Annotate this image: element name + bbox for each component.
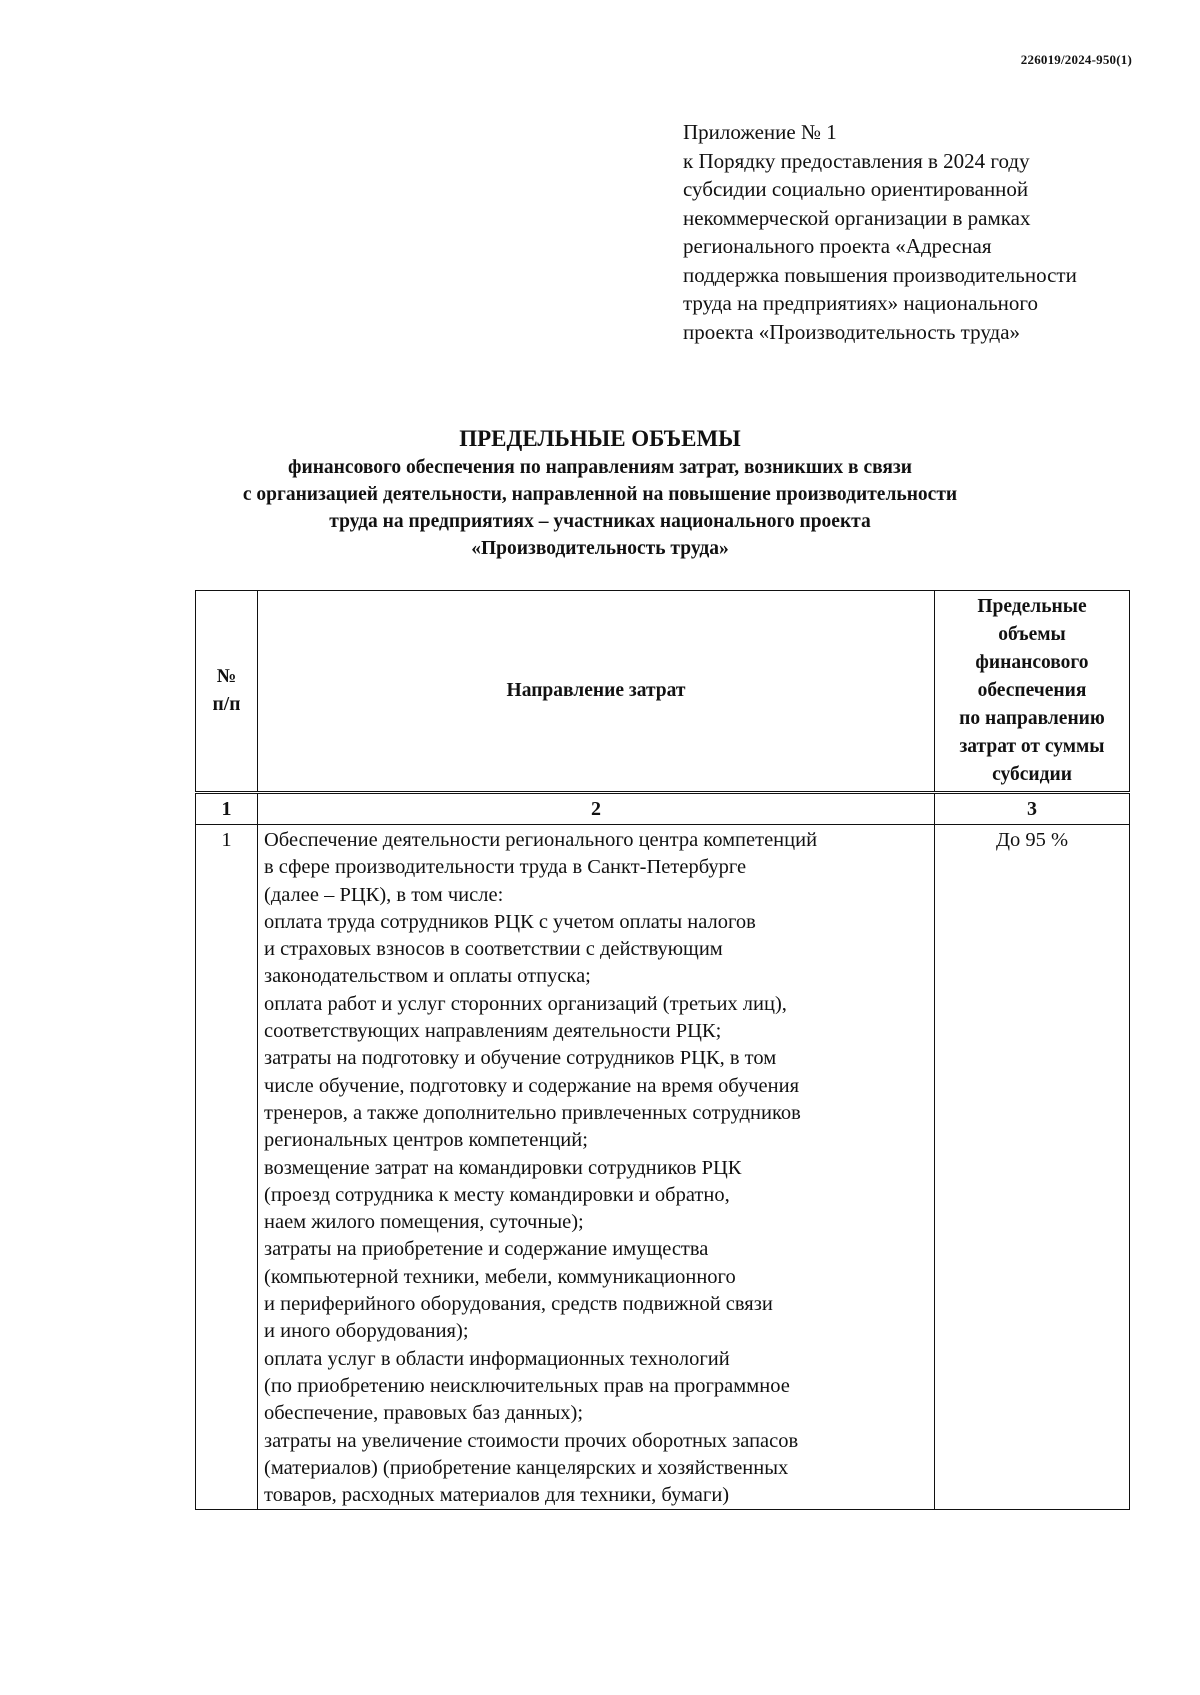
direction-line: затраты на приобретение и содержание имущества bbox=[264, 1238, 709, 1261]
direction-line: (по приобретению неисключительных прав на программное bbox=[264, 1374, 790, 1397]
cost-limits-table bbox=[195, 590, 1130, 1510]
direction-line: возмещение затрат на командировки сотрудников РЦК bbox=[264, 1156, 742, 1179]
direction-line: затраты на подготовку и обучение сотрудников РЦК, в том bbox=[264, 1047, 777, 1070]
header-number-line: п/п bbox=[212, 694, 241, 715]
direction-line: числе обучение, подготовку и содержание на время обучения bbox=[264, 1074, 800, 1097]
header-limit-line: финансового bbox=[975, 652, 1089, 673]
direction-line: и периферийного оборудования, средств подвижной связи bbox=[264, 1293, 773, 1316]
direction-line: в сфере производительности труда в Санкт-Петербурге bbox=[264, 856, 747, 879]
appendix-line: поддержка повышения производительности bbox=[683, 262, 1077, 287]
document-subtitle-line: с организацией деятельности, направленной на повышение производительности bbox=[242, 484, 958, 505]
direction-line: тренеров, а также дополнительно привлеченных сотрудников bbox=[264, 1101, 801, 1124]
appendix-block bbox=[683, 118, 1163, 346]
direction-line: товаров, расходных материалов для техники, бумаги) bbox=[264, 1484, 730, 1507]
direction-line: наем жилого помещения, суточные); bbox=[264, 1211, 584, 1234]
direction-line: (далее – РЦК), в том числе: bbox=[264, 883, 504, 906]
header-number bbox=[196, 591, 258, 793]
appendix-line: Приложение № 1 bbox=[683, 120, 837, 144]
appendix-line: проекта «Производительность труда» bbox=[683, 319, 1021, 344]
column-index: 3 bbox=[935, 793, 1130, 825]
direction-line: обеспечение, правовых баз данных); bbox=[264, 1402, 584, 1425]
direction-line: соответствующих направлениям деятельности РЦК; bbox=[264, 1020, 722, 1043]
direction-line: и иного оборудования); bbox=[264, 1320, 469, 1343]
header-direction: Направление затрат bbox=[258, 591, 935, 793]
header-number-line: № bbox=[216, 666, 237, 687]
table-header-row bbox=[196, 591, 1130, 793]
column-index: 2 bbox=[258, 793, 935, 825]
direction-line: Обеспечение деятельности регионального центра компетенций bbox=[264, 829, 818, 851]
appendix-line: к Порядку предоставления в 2024 году bbox=[683, 148, 1030, 173]
direction-line: (компьютерной техники, мебели, коммуникационного bbox=[264, 1265, 736, 1288]
direction-line: региональных центров компетенций; bbox=[264, 1129, 588, 1152]
direction-line: затраты на увеличение стоимости прочих оборотных запасов bbox=[264, 1429, 799, 1452]
header-limit-line: Предельные bbox=[977, 596, 1087, 617]
row-limit-value: До 95 % bbox=[935, 825, 1130, 1510]
header-limit bbox=[935, 591, 1130, 793]
appendix-line: некоммерческой организации в рамках bbox=[683, 205, 1031, 230]
header-limit-line: по направлению bbox=[959, 708, 1105, 729]
document-subtitle-line: «Производительность труда» bbox=[471, 538, 729, 559]
header-limit-line: объемы bbox=[998, 624, 1066, 645]
direction-line: оплата работ и услуг сторонних организаций (третьих лиц), bbox=[264, 992, 787, 1015]
document-subtitle-line: труда на предприятиях – участниках национального проекта bbox=[329, 511, 871, 532]
document-subtitle-line: финансового обеспечения по направлениям затрат, возникших в связи bbox=[287, 457, 913, 478]
document-title-block bbox=[0, 424, 1200, 562]
column-index-row bbox=[196, 793, 1130, 825]
direction-line: законодательством и оплаты отпуска; bbox=[264, 965, 591, 988]
appendix-line: регионального проекта «Адресная bbox=[683, 234, 992, 258]
appendix-line: труда на предприятиях» национального bbox=[683, 291, 1038, 315]
appendix-line: субсидии социально ориентированной bbox=[683, 177, 1029, 201]
direction-line: оплата услуг в области информационных технологий bbox=[264, 1347, 730, 1370]
column-index: 1 bbox=[196, 793, 258, 825]
header-limit-line: субсидии bbox=[992, 764, 1072, 785]
direction-line: и страховых взносов в соответствии с действующим bbox=[264, 938, 723, 961]
header-limit-line: обеспечения bbox=[977, 680, 1087, 701]
table-row bbox=[196, 825, 1130, 1510]
row-direction bbox=[258, 825, 935, 1510]
direction-line: (материалов) (приобретение канцелярских и хозяйственных bbox=[264, 1456, 789, 1479]
row-number: 1 bbox=[196, 825, 258, 1510]
direction-line: оплата труда сотрудников РЦК с учетом оплаты налогов bbox=[264, 910, 756, 933]
document-title: ПРЕДЕЛЬНЫЕ ОБЪЕМЫ bbox=[459, 426, 741, 451]
document-registration-number: 226019/2024-950(1) bbox=[1020, 52, 1132, 67]
direction-line: (проезд сотрудника к месту командировки и обратно, bbox=[264, 1183, 730, 1206]
header-limit-line: затрат от суммы bbox=[959, 736, 1105, 757]
